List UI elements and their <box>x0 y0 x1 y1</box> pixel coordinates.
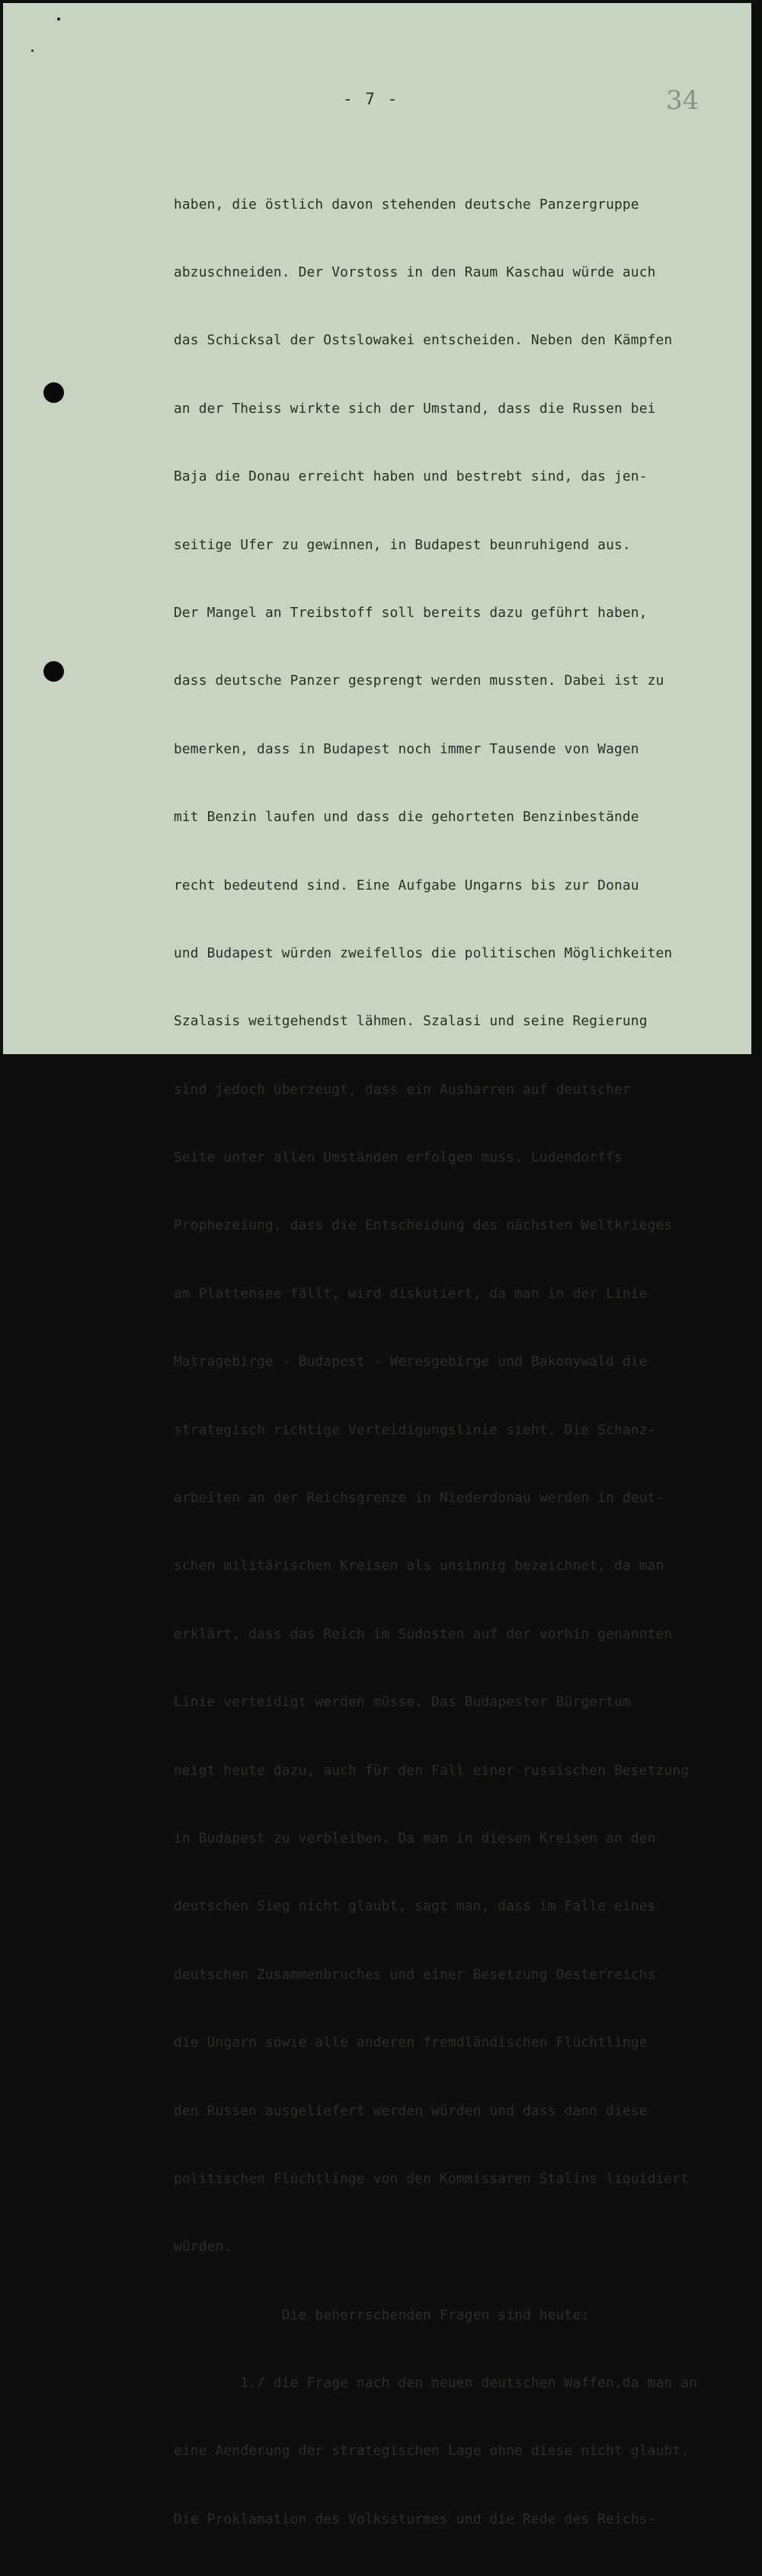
text-line: Der Mangel an Treibstoff soll bereits dazu geführt haben, <box>174 604 648 621</box>
text-line: Linie verteidigt werden müsse. Das Budapester Bürgertum <box>174 1694 631 1711</box>
text-line: schen militärischen Kreisen als unsinnig bezeichnet, da man <box>174 1558 664 1574</box>
text-line: deutschen Zusammenbruches und einer Besetzung Oesterreichs <box>174 1966 656 1983</box>
text-line: sind jedoch überzeugt, dass ein Ausharren auf deutscher <box>174 1081 631 1098</box>
text-line: haben, die östlich davon stehenden deutsche Panzergruppe <box>174 196 639 213</box>
punch-hole-top <box>43 382 64 403</box>
text-line: erklärt, dass das Reich im Südosten auf der vorhin genannten <box>174 1625 673 1642</box>
text-line: seitige Ufer zu gewinnen, in Budapest beunruhigend aus. <box>174 536 631 553</box>
page-number: - 7 - <box>343 90 399 108</box>
text-line: Szalasis weitgehendst lähmen. Szalasi und seine Regierung <box>174 1013 648 1030</box>
document-page <box>3 3 751 2527</box>
text-line: die Ungarn sowie alle anderen fremdländischen Flüchtlinge <box>174 2034 648 2051</box>
paper-speck <box>31 50 34 52</box>
text-line: Seite unter allen Umständen erfolgen muss. Ludendorffs <box>174 1149 623 1166</box>
text-line: mit Benzin laufen und dass die gehorteten Benzinbestände <box>174 809 639 826</box>
paper-speck <box>57 18 60 21</box>
text-line: arbeiten an der Reichsgrenze in Niederdonau werden in deut- <box>174 1490 664 1507</box>
text-line: 1./ die Frage nach den neuen deutschen Waffen,da man an <box>174 2375 698 2392</box>
text-line: politischen Flüchtlinge von den Kommissaren Stalins liquidiert <box>174 2170 690 2187</box>
text-line: das Schicksal der Ostslowakei entscheiden. Neben den Kämpfen <box>174 332 673 349</box>
text-line: bemerken, dass in Budapest noch immer Tausende von Wagen <box>174 740 639 757</box>
typewritten-body <box>174 148 697 2576</box>
text-line: am Plattensee fällt, wird diskutiert, da man in der Linie <box>174 1285 648 1302</box>
text-line: strategisch richtige Verteidigungslinie sieht. Die Schanz- <box>174 1421 656 1438</box>
text-line: und Budapest würden zweifellos die politischen Möglichkeiten <box>174 944 673 961</box>
text-line: Die beherrschenden Fragen sind heute: <box>174 2306 590 2323</box>
text-line: in Budapest zu verbleiben. Da man in diesen Kreisen an den <box>174 1830 656 1846</box>
folio-number: 34 <box>666 85 700 116</box>
punch-hole-bottom <box>43 661 64 682</box>
text-line: Prophezeiung, dass die Entscheidung des nächsten Weltkrieges <box>174 1217 673 1234</box>
text-line: an der Theiss wirkte sich der Umstand, dass die Russen bei <box>174 400 656 417</box>
text-line: deutschen Sieg nicht glaubt, sagt man, dass im Falle eines <box>174 1898 656 1915</box>
text-line: abzuschneiden. Der Vorstoss in den Raum Kaschau würde auch <box>174 264 656 280</box>
text-line: recht bedeutend sind. Eine Aufgabe Ungarns bis zur Donau <box>174 877 639 893</box>
text-line: dass deutsche Panzer gesprengt werden mussten. Dabei ist zu <box>174 673 664 689</box>
text-line: Die Proklamation des Volkssturmes und die Rede des Reichs- <box>174 2510 656 2527</box>
text-line: den Russen ausgeliefert werden würden und dass dann diese <box>174 2102 648 2119</box>
text-line: neigt heute dazu, auch für den Fall einer russischen Besetzung <box>174 1762 690 1779</box>
text-line: Baja die Donau erreicht haben und bestrebt sind, das jen- <box>174 468 648 485</box>
text-line: würden. <box>174 2239 232 2255</box>
text-line: eine Aenderung der strategischen Lage ohne diese nicht glaubt. <box>174 2443 690 2459</box>
text-line: Matragebirge - Budapest - Weresgebirge und Bakonywald die <box>174 1354 648 1370</box>
